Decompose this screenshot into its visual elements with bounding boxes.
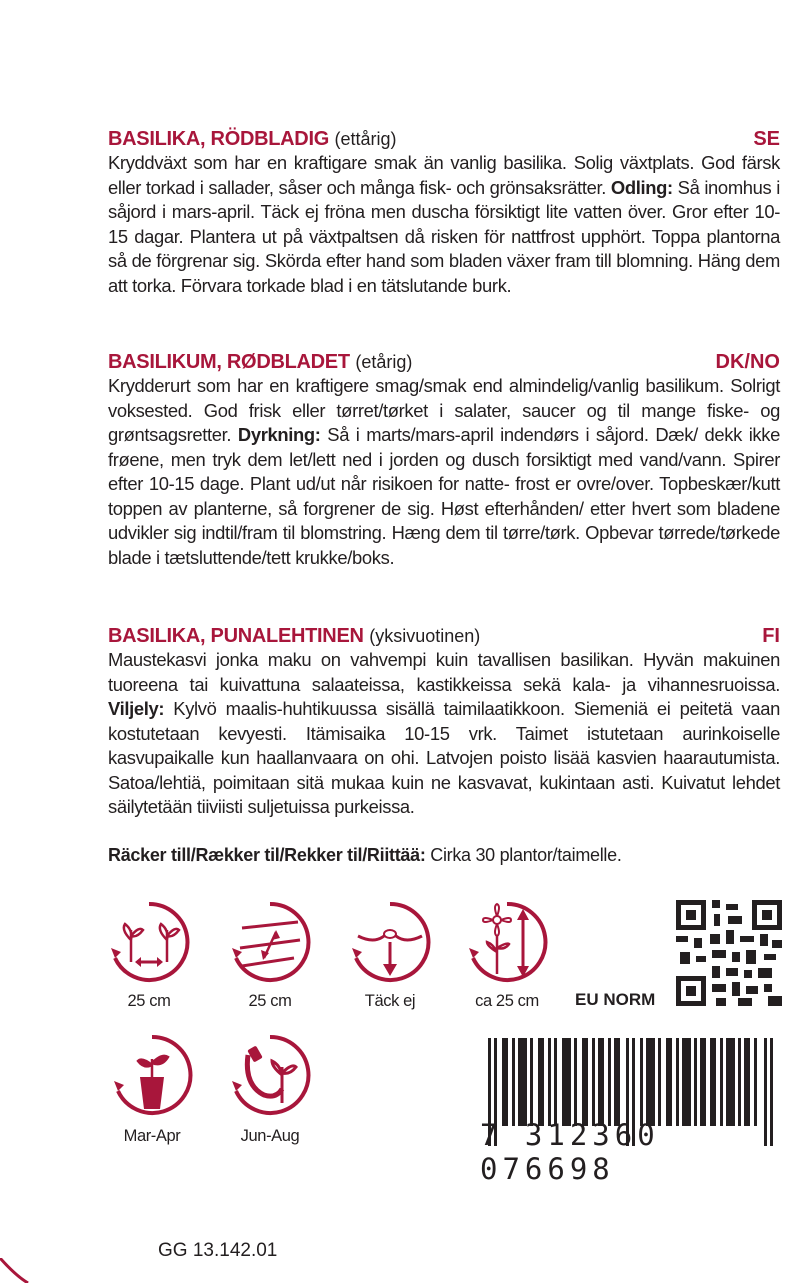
sowing-time-caption: Mar-Apr	[123, 1127, 181, 1145]
cultivation-label: Dyrkning:	[237, 424, 321, 445]
sowing-time-icon	[110, 1033, 194, 1117]
cultivation-label: Odling:	[610, 176, 673, 198]
plant-spacing-icon	[107, 900, 191, 984]
variety-name: BASILIKUM, RØDBLADET	[108, 351, 350, 373]
section-header	[108, 624, 780, 648]
product-code: GG 13.142.01	[158, 1240, 278, 1261]
language-code: DK/NO	[715, 351, 780, 373]
harvest-time-caption: Jun-Aug	[240, 1127, 300, 1145]
variety-sub: (etårig)	[355, 352, 413, 372]
section-body	[108, 151, 780, 298]
eu-norm-label: EU NORM	[575, 990, 656, 1009]
plant-spacing-caption: 25 cm	[127, 992, 171, 1010]
yield-text: Cirka 30 plantor/taimelle.	[430, 845, 622, 865]
row-spacing-caption: 25 cm	[248, 992, 292, 1010]
plant-height-icon	[465, 900, 549, 984]
section-header	[108, 127, 780, 151]
sowing-depth-caption: Täck ej	[364, 992, 416, 1010]
yield-label: Räcker till/Rækker til/Rekker til/Riittää:	[108, 845, 426, 865]
section-header	[108, 350, 780, 374]
cultivation-text: Så inomhus i såjord i mars-april. Täck ej fröna men duscha försiktigt lite vatten över. Gror efter 10-15 dagar. Plantera ut på växtpaltsen då risken för nattfrost upphört. Toppa plantorna så de förgrenar sig. Skörda efter hand som bladen växer fram till blomning. Häng dem att torka. Förvara torkade blad i en tätslutande burk.	[108, 176, 780, 296]
cultivation-label: Viljely:	[108, 698, 165, 719]
harvest-time-icon	[228, 1033, 312, 1117]
intro-text: Maustekasvi jonka maku on vahvempi kuin tavallisen basilikan. Hyvän makuinen tuoreena tai kuivattuna salaateissa, kastikkeissa sekä kala- ja vihannesruoissa.	[108, 649, 780, 695]
variety-sub: (yksivuotinen)	[369, 626, 481, 646]
row-spacing-icon	[228, 900, 312, 984]
intro-text: Kryddväxt som har en kraftigare smak än vanlig basilika. Solig växtplats. God färsk eller torkad i sallader, såser och många fisk- och grönsaksrätter.	[108, 152, 780, 198]
section-body	[108, 374, 780, 570]
qr-code-icon	[676, 900, 782, 1006]
language-code: FI	[762, 625, 780, 647]
variety-name: BASILIKA, PUNALEHTINEN	[108, 625, 364, 647]
barcode-digits: 7 312360 076698	[480, 1118, 660, 1186]
corner-arc-decoration	[0, 1258, 30, 1288]
cultivation-text: Kylvö maalis-huhtikuussa sisällä taimilaatikkoon. Siemeniä ei peitetä vaan kostutetaan kevyesti. Itämisaika 10-15 vrk. Taimet istutetaan aurinkoiselle kasvupaikalle kun haallanvaara on ohi. Latvojen poisto lisää kasvien haarautumista. Satoa/lehtiä, poimitaan sitä mukaa kuin ne kasvavat, kukintaan asti. Kuivatut lehdet säilytetään tiiviisti suljetuissa purkeissa.	[108, 698, 780, 817]
intro-text: Krydderurt som har en kraftigere smag/smak end almindelig/vanlig basilikum. Solrigt voksested. God frisk eller tørret/tørket i salater, saucer og til mange fiske- og grøntsagsretter.	[108, 375, 780, 445]
cultivation-text: Så i marts/mars-april indendørs i såjord. Dæk/ dekk ikke frøene, men tryk dem let/lett ned i jorden og dusch forsiktigt med vand/vann. Spirer efter 10-15 dage. Plant ud/ut når risikoen for natte- frost er ovre/over. Topbeskær/kutt toppen av planterne, så forgrener de sig. Høst efterhånden/ etter hvert som bladene udvikler sig indtil/fram til blomstring. Hæng dem til tørre/tørk. Opbevar tørrede/tørkede blade i tætsluttende/tett krukke/boks.	[108, 424, 780, 568]
sowing-depth-icon	[348, 900, 432, 984]
section-dk-no	[108, 350, 780, 570]
language-code: SE	[753, 128, 780, 150]
section-fi	[108, 624, 780, 820]
yield-line	[108, 845, 622, 866]
section-se	[108, 127, 780, 298]
variety-name: BASILIKA, RÖDBLADIG	[108, 128, 329, 150]
plant-height-caption: ca 25 cm	[475, 992, 539, 1010]
section-body	[108, 648, 780, 820]
variety-sub: (ettårig)	[334, 129, 397, 149]
